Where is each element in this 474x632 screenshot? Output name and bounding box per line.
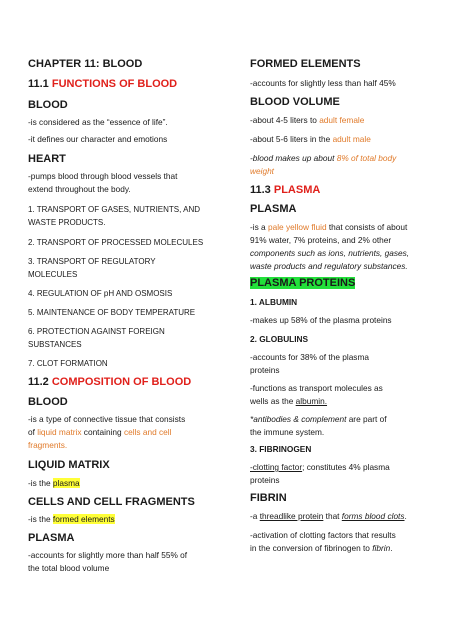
text-line: -accounts for 38% of the plasma	[250, 352, 369, 362]
section-11-2-heading	[28, 376, 191, 388]
text-line: -functions as transport molecules as	[250, 383, 383, 393]
text: wells as the	[250, 396, 296, 406]
text: -a	[250, 511, 260, 521]
text-line: waste products and regulatory substances.	[250, 261, 408, 271]
blood-heading: BLOOD	[28, 99, 68, 111]
text-line: weight	[250, 166, 274, 176]
text-line: fragments.	[28, 440, 68, 450]
function-item: SUBSTANCES	[28, 340, 82, 349]
text: in the conversion of fibrinogen to	[250, 543, 373, 553]
chapter-title: CHAPTER 11: BLOOD	[28, 58, 143, 70]
text: pale yellow fluid	[267, 222, 327, 232]
text-line: -is a type of connective tissue that consists	[28, 414, 186, 424]
section-title: COMPOSITION OF BLOOD	[51, 376, 192, 388]
text-line: extend throughout the body.	[28, 184, 131, 194]
text-line: proteins	[250, 475, 280, 485]
text: albumin.	[295, 396, 328, 406]
plasma-heading: PLASMA	[28, 532, 75, 544]
text-line	[250, 114, 364, 127]
text: -is the	[28, 478, 53, 488]
text: forms blood clots	[341, 511, 405, 521]
albumin-heading: 1. ALBUMIN	[250, 297, 298, 307]
text-line	[28, 477, 80, 490]
text: -is the	[28, 514, 53, 524]
heart-heading: HEART	[28, 153, 66, 165]
text-line: 91% water, 7% proteins, and 2% other	[250, 235, 392, 245]
text: 8% of total body	[336, 153, 397, 163]
text: that	[323, 511, 342, 521]
highlight: PLASMA PROTEINS	[250, 277, 356, 289]
text: -about 5-6 liters in the	[250, 134, 333, 144]
plasma-proteins-heading	[250, 277, 355, 289]
text-line	[28, 513, 115, 526]
text: ; constitutes 4% plasma	[302, 462, 390, 472]
text: liquid matrix	[37, 427, 82, 437]
fibrinogen-heading: 3. FIBRINOGEN	[250, 444, 312, 454]
text-line	[250, 510, 407, 523]
highlight: formed elements	[52, 514, 115, 524]
blood-heading-2: BLOOD	[28, 396, 68, 408]
globulins-heading: 2. GLOBULINS	[250, 334, 309, 344]
text-line	[250, 461, 390, 474]
section-number: 11.2	[28, 376, 52, 388]
text-line: -makes up 58% of the plasma proteins	[250, 315, 392, 325]
text: adult male	[332, 134, 371, 144]
function-item: 2. TRANSPORT OF PROCESSED MOLECULES	[28, 238, 204, 247]
text-line	[250, 395, 327, 408]
text-line	[250, 542, 393, 555]
function-item: 4. REGULATION OF pH AND OSMOSIS	[28, 289, 173, 298]
function-item: 3. TRANSPORT OF REGULATORY	[28, 257, 156, 266]
cells-fragments-heading: CELLS AND CELL FRAGMENTS	[28, 496, 195, 508]
function-item: 7. CLOT FORMATION	[28, 359, 108, 368]
text: *antibodies & complement	[250, 414, 347, 424]
text-line: the total blood volume	[28, 563, 110, 573]
highlight: plasma	[52, 478, 80, 488]
function-item: 1. TRANSPORT OF GASES, NUTRIENTS, AND	[28, 205, 201, 214]
function-item: 5. MAINTENANCE OF BODY TEMPERATURE	[28, 308, 196, 317]
section-11-3-heading	[250, 184, 320, 196]
text: cells and cell	[123, 427, 172, 437]
text: of	[28, 427, 38, 437]
function-item: WASTE PRODUCTS.	[28, 218, 106, 227]
text-line: proteins	[250, 365, 280, 375]
section-title: FUNCTIONS OF BLOOD	[51, 78, 178, 90]
section-number: 11.1	[28, 78, 52, 90]
text-line	[28, 426, 171, 439]
section-title: PLASMA	[273, 184, 321, 196]
text-line	[250, 152, 396, 165]
plasma-heading-right: PLASMA	[250, 203, 297, 215]
text: that consists of about	[326, 222, 408, 232]
text: adult female	[319, 115, 365, 125]
text-line: -pumps blood through blood vessels that	[28, 171, 178, 181]
text: fibrin	[372, 543, 391, 553]
function-item: 6. PROTECTION AGAINST FOREIGN	[28, 327, 165, 336]
section-11-1-heading	[28, 78, 177, 90]
text-line: -it defines our character and emotions	[28, 134, 168, 144]
liquid-matrix-heading: LIQUID MATRIX	[28, 459, 110, 471]
text-line	[250, 413, 387, 426]
formed-elements-heading: FORMED ELEMENTS	[250, 58, 361, 70]
text-line: the immune system.	[250, 427, 325, 437]
blood-volume-heading: BLOOD VOLUME	[250, 96, 340, 108]
text: -blood makes up about	[250, 153, 337, 163]
text: .	[404, 511, 407, 521]
fibrin-heading: FIBRIN	[250, 492, 287, 504]
section-number: 11.3	[250, 184, 274, 196]
text-line: -activation of clotting factors that results	[250, 530, 396, 540]
text-line: -accounts for slightly more than half 55% of	[28, 550, 188, 560]
text-line	[250, 221, 407, 234]
text: -is a	[250, 222, 268, 232]
text: are part of	[346, 414, 387, 424]
text-line: -accounts for slightly less than half 45%	[250, 78, 396, 88]
text: threadlike protein	[259, 511, 324, 521]
text: containing	[81, 427, 124, 437]
text: -about 4-5 liters to	[250, 115, 320, 125]
function-item: MOLECULES	[28, 270, 78, 279]
text: -clotting factor	[250, 462, 303, 472]
text: .	[390, 543, 393, 553]
text-line: components such as ions, nutrients, gases,	[250, 248, 410, 258]
text-line	[250, 133, 371, 146]
text-line: -is considered as the “essence of life”.	[28, 117, 168, 127]
